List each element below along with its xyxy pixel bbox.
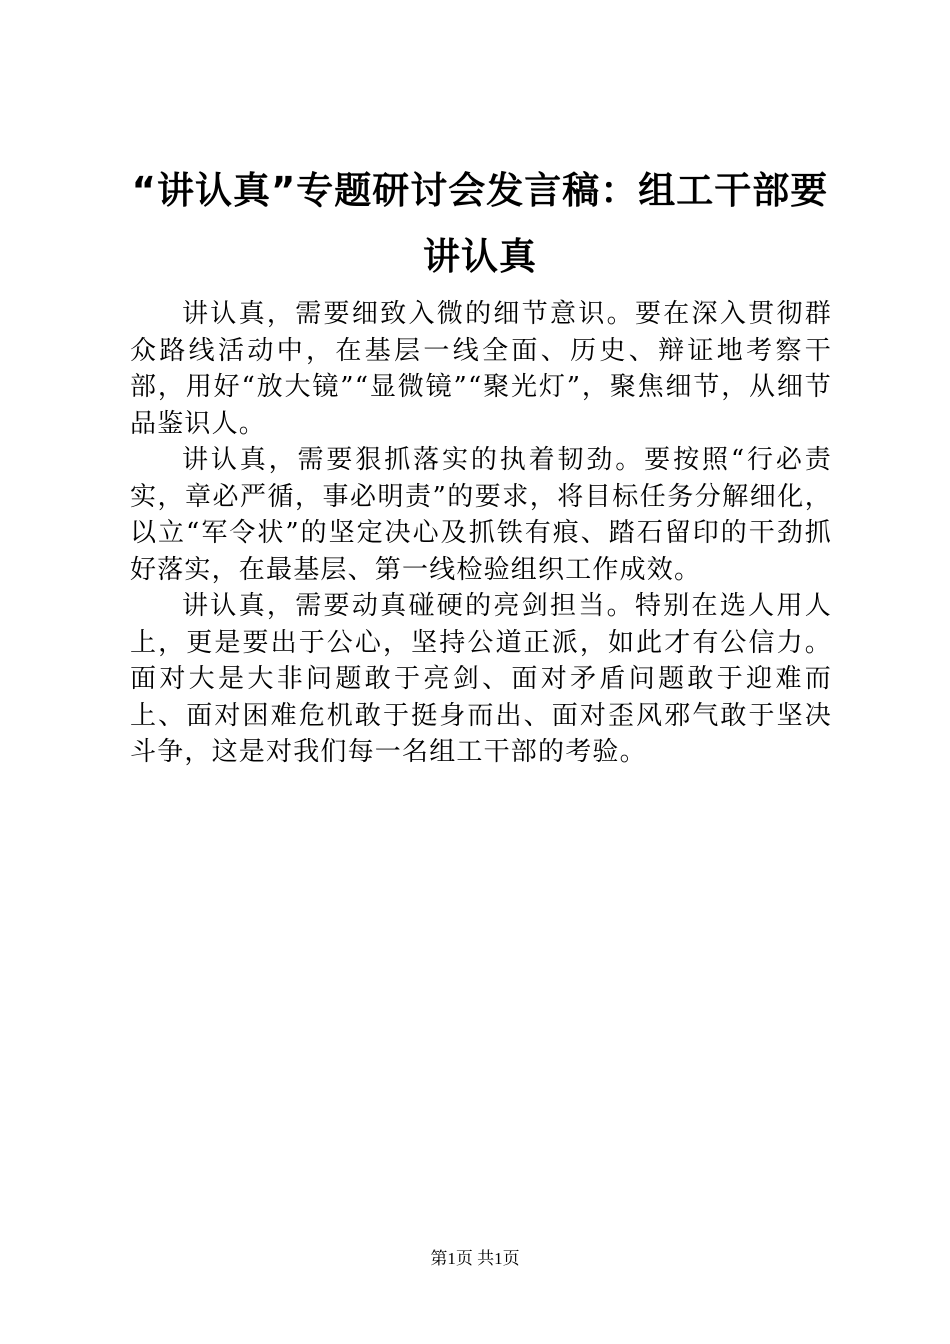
paragraph-2: 讲认真，需要狠抓落实的执着韧劲。要按照“行必责实，章必严循，事必明责”的要求，将目标任务分解细化，以立“军令状”的坚定决心及抓铁有痕、踏石留印的干劲抓好落实，在最基层、第一线检验组织工作成效。 [130,445,832,585]
paragraph-1: 讲认真，需要细致入微的细节意识。要在深入贯彻群众路线活动中，在基层一线全面、历史、辩证地考察干部，用好“放大镜”“显微镜”“聚光灯”，聚焦细节，从细节品鉴识人。 [130,299,832,439]
document-title: “讲认真”专题研讨会发言稿：组工干部要讲认真 [131,169,829,278]
page-number-footer: 第1页 共1页 [430,1249,520,1268]
document-body [130,296,832,771]
paragraph-3: 讲认真，需要动真碰硬的亮剑担当。特别在选人用人上，更是要出于公心，坚持公道正派，如此才有公信力。面对大是大非问题敢于亮剑、面对矛盾问题敢于迎难而上、面对困难危机敢于挺身而出、面对歪风邪气敢于坚决斗争，这是对我们每一名组工干部的考验。 [130,591,832,767]
